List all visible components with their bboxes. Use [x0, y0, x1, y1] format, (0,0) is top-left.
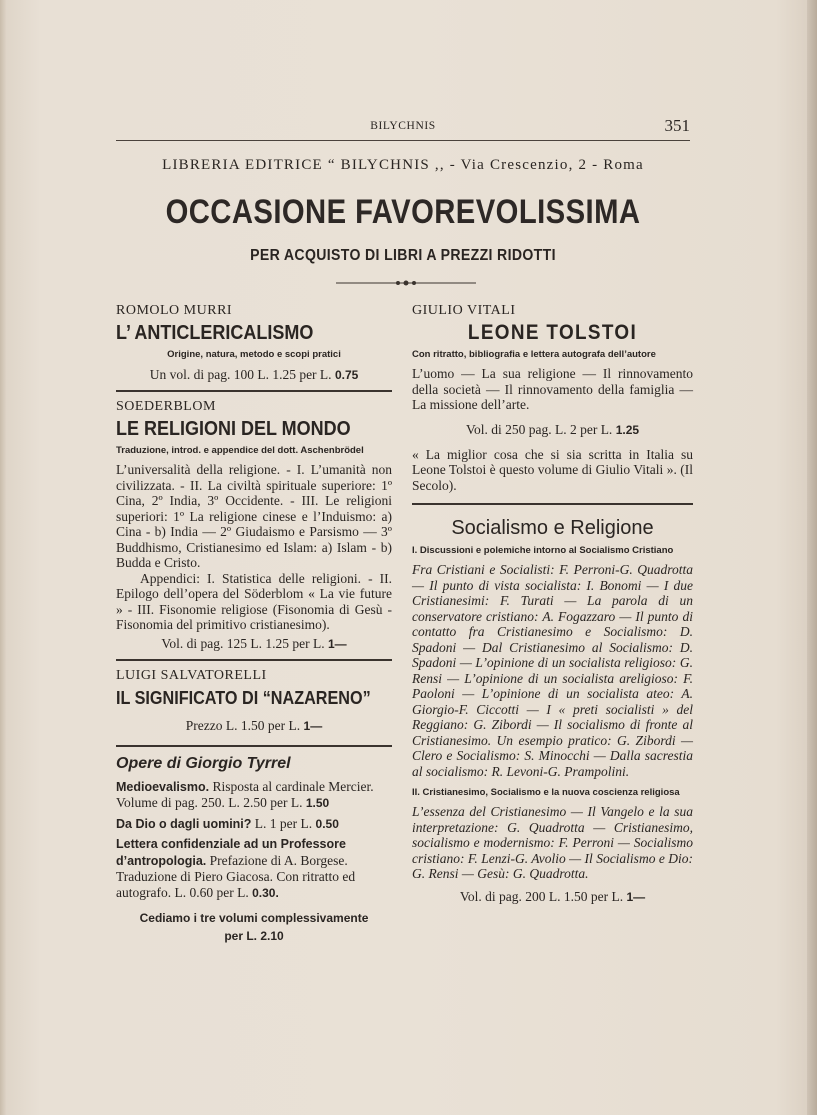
- price-tolstoi: [412, 421, 693, 439]
- cediamo-offer: [116, 909, 392, 945]
- entry-price: 0.50: [315, 816, 339, 831]
- entry-title: Da Dio o dagli uomini?: [116, 816, 252, 831]
- socialismo-body-2: L’essenza del Cristianesimo — Il Vangelo e la sua interpretazione: G. Quadrotta — Cristianesimo, socialismo e modernismo: F. Perroni — Socialismo cristiano: F. Lenzi-G. Avolio — Il Socialismo e Dio: G. Rensi — Gesù: G. Quadrotta.: [412, 804, 693, 881]
- subtitle-religioni: Traduzione, introd. e appendice del dott. Aschenbrödel: [116, 445, 364, 456]
- price-text: Vol. di pag. 125 L. 1.25 per L.: [161, 635, 325, 651]
- author-murri: ROMOLO MURRI: [116, 303, 233, 318]
- page-number: 351: [664, 116, 690, 135]
- entry-title: Medioevalismo.: [116, 779, 210, 794]
- price-anticlericalismo: [116, 366, 392, 384]
- header-rule: [116, 140, 690, 141]
- author-salvatorelli: LUIGI SALVATORELLI: [116, 667, 267, 683]
- running-title: BILYCHNIS: [370, 120, 436, 132]
- running-header: [116, 118, 690, 140]
- divider: [116, 745, 392, 747]
- ornament-divider: [336, 279, 476, 287]
- price-bold: 0.75: [334, 368, 359, 382]
- price-bold: 1—: [626, 889, 646, 904]
- page-edge-left: [0, 0, 6, 1115]
- title-nazareno: IL SIGNIFICATO DI “NAZARENO”: [116, 687, 371, 708]
- divider: [116, 659, 392, 661]
- socialismo-body-1: Fra Cristiani e Socialisti: F. Perroni-G. Quadrotta — Il punto di vista socialista: I. Bonomi — I due Cristianesimi: F. Turati — La parola di un conservatore cristiano: A. Fogazzaro — Il punto di contatto fra Cristianesimo e Socialismo: D. Spadoni — Dal Cristianesimo al Socialismo: D. Spadoni — L’opinione di un socialista religioso: G. Rensi — L’opinione di un socialista areligioso: F. Paoloni — L’opinione di un socialista ateo: A. Giorgio-F. Ciccotti — I « preti socialisti » del Reggiano: G. Zibordi — Il socialismo di fronte al Cristianesimo. Un esempio pratico: G. Zibordi — Clero e Socialismo: S. Minocchi — Dalla sacrestia al socialismo: R. Levoni-G. Prampolini.: [412, 562, 693, 779]
- subtitle-anticlericalismo: Origine, natura, metodo e scopi pratici: [167, 349, 341, 360]
- entry-text: L. 1 per L.: [254, 815, 313, 831]
- entry-da-dio: [116, 816, 392, 833]
- title-religioni: LE RELIGIONI DEL MONDO: [116, 418, 351, 440]
- title-anticlericalismo: L’ ANTICLERICALISMO: [116, 322, 314, 344]
- entry-title: Lettera confidenziale ad un Professore d’antropologia.: [116, 837, 346, 868]
- price-nazareno: [116, 717, 392, 735]
- price-bold: 1.25: [615, 422, 640, 437]
- socialismo-section-1: I. Discussioni e polemiche intorno al Socialismo Cristiano: [412, 545, 674, 556]
- entry-text: Risposta al cardinale Mercier. Volume di pag. 250. L. 2.50 per L.: [116, 778, 374, 810]
- price-text: Vol. di pag. 200 L. 1.50 per L.: [459, 888, 624, 904]
- entry-medioevalismo: [116, 779, 392, 812]
- tyrrel-heading: Opere di Giorgio Tyrrel: [116, 754, 291, 772]
- subtitle-tolstoi: Con ritratto, bibliografia e lettera autografa dell’autore: [412, 349, 656, 360]
- quote-tolstoi: « La miglior cosa che si sia scritta in Italia su Leone Tolstoi è questo volume di Giulio Vitali ». (Il Secolo).: [412, 446, 693, 493]
- price-bold: 1—: [327, 636, 347, 651]
- socialismo-title: Socialismo e Religione: [451, 517, 654, 539]
- cediamo-line-2: per L. 2.10: [224, 929, 284, 943]
- title-tolstoi: LEONE TOLSTOI: [467, 321, 638, 344]
- socialismo-section-2: II. Cristianesimo, Socialismo e la nuova coscienza religiosa: [412, 787, 680, 798]
- price-text: Un vol. di pag. 100 L. 1.25 per L.: [149, 367, 332, 382]
- cediamo-line-1: Cediamo i tre volumi complessivamente: [139, 911, 369, 925]
- divider: [412, 503, 693, 505]
- body-religioni-1: L’universalità della religione. - I. L’umanità non civilizzata. - II. La civiltà spirituale superiore: 1º Cina, 2º India, 3º Occidente. - III. Le religioni superiori: 1º La religione cinese e l’Induismo: a) Cina - b) India — 2º Giudaismo e Parsismo — 3º Buddhismo, Cristianesimo ed Islam: a) Islam - b) Budda e Cristo.: [116, 462, 392, 570]
- main-title: OCCASIONE FAVOREVOLISSIMA: [165, 193, 641, 231]
- body-religioni-2: Appendici: I. Statistica delle religioni. - II. Epilogo dell’opera del Söderblom « La vie future » - III. Fisonomie religiose (Fisonomia di Gesù - Fisonomia del primitivo cristianesimo).: [116, 570, 392, 632]
- entry-price: 1.50: [305, 796, 330, 810]
- entry-text: Prefazione di A. Borgese. Traduzione di Piero Giacosa. Con ritratto ed autografo. L. 0.60 per L.: [116, 852, 356, 900]
- main-subtitle: PER ACQUISTO DI LIBRI A PREZZI RIDOTTI: [250, 247, 556, 264]
- price-text: Vol. di 250 pag. L. 2 per L.: [465, 421, 613, 437]
- author-soederblom: SOEDERBLOM: [116, 399, 216, 414]
- entry-price: 0.30.: [252, 885, 279, 900]
- entry-lettera: [116, 836, 392, 901]
- right-column: [412, 302, 693, 908]
- publisher-line: LIBRERIA EDITRICE “ BILYCHNIS ,, - Via Crescenzio, 2 - Roma: [162, 157, 644, 173]
- body-tolstoi: L’uomo — La sua religione — Il rinnovamento della società — Il rinnovamento della famiglia — La missione dell’arte.: [412, 366, 693, 412]
- author-vitali: GIULIO VITALI: [412, 303, 516, 318]
- price-socialismo: [412, 888, 693, 906]
- page-edge-right: [807, 0, 817, 1115]
- price-text: Prezzo L. 1.50 per L.: [185, 717, 301, 733]
- left-column: [116, 302, 392, 945]
- price-bold: 1—: [303, 718, 323, 733]
- price-religioni: [116, 635, 392, 653]
- divider: [116, 390, 392, 392]
